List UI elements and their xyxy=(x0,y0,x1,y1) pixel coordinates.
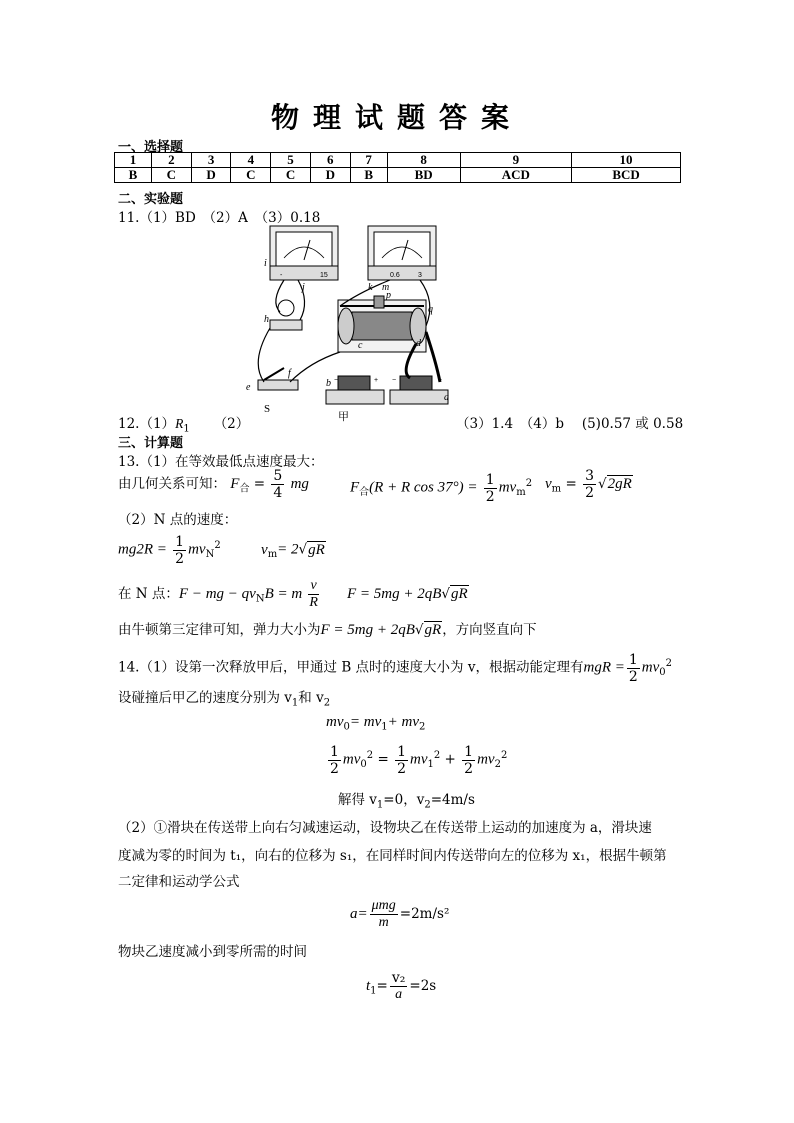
rheostat xyxy=(338,296,426,352)
q13-line6-suffix: ，方向竖直向下 xyxy=(442,622,537,638)
frac-num: μmg xyxy=(371,898,396,913)
frac-num: v₂ xyxy=(391,970,406,986)
section-calculation: 三、计算题 xyxy=(118,436,184,451)
eq-F5b: F = 5mg + 2qB xyxy=(320,622,415,638)
label-c: c xyxy=(358,340,363,351)
frac-num: v xyxy=(310,578,317,593)
eq-he: 合 xyxy=(239,483,250,495)
frac-den: 2 xyxy=(330,760,339,777)
solve-c: =4m/s xyxy=(430,792,475,808)
battery-mark: + xyxy=(438,377,443,384)
label-b: b xyxy=(326,378,331,389)
eq-vN2: = 2 xyxy=(277,541,299,558)
table-cell: 7 xyxy=(350,153,387,168)
q13-line5-prefix: 在 N 点： xyxy=(118,586,179,602)
q12-rest: （3）1.4 （4）b (5)0.57 或 0.58 xyxy=(456,416,684,432)
eq1c: + mv xyxy=(387,714,419,730)
eq-mvm: mv xyxy=(498,479,517,496)
eq-sqrt: 2gR xyxy=(607,476,632,492)
q14-solve: 解得 $v_1=0$，$v_2=4m/s$ xyxy=(338,792,475,811)
frac-3-2 xyxy=(583,468,596,501)
label-q: q xyxy=(428,304,433,315)
eq-mg: mg xyxy=(290,476,309,492)
table-row-answers xyxy=(115,168,681,183)
table-cell: 6 xyxy=(310,153,350,168)
battery-mark: − xyxy=(392,377,397,384)
q13-line2: 由几何关系可知： $F_合$ = $\frac{5}{4}$ mg xyxy=(118,468,309,501)
label-d: d xyxy=(416,338,421,349)
table-cell: 4 xyxy=(231,153,271,168)
table-cell: C xyxy=(271,168,311,183)
solve-b: =0，v xyxy=(383,792,425,808)
eq-mvN: mv xyxy=(188,541,206,558)
label-p: p xyxy=(386,290,391,301)
frac-den: a xyxy=(395,987,403,1002)
table-cell: 10 xyxy=(572,153,681,168)
frac-1-2 xyxy=(173,534,186,567)
q14-p2-line2: 度减为零的时间为 t₁，向右的位移为 s₁，在同样时间内传送带向左的位移为 x₁，根据牛顿第 xyxy=(118,848,667,864)
ammeter xyxy=(368,226,436,280)
q12-r-sub: 1 xyxy=(183,423,190,435)
eq-f: F xyxy=(350,479,360,496)
eq-n2: B = m xyxy=(264,586,303,602)
frac-num: 1 xyxy=(397,743,406,760)
frac-num: 3 xyxy=(585,468,594,484)
table-cell: 2 xyxy=(151,153,191,168)
frac-den: 2 xyxy=(397,760,406,777)
q13-line5: 在 N 点：F − mg − $qv_NB = m$ $\frac{v}{R}$ F = 5mg + 2qB√gR xyxy=(118,578,468,610)
frac-den: R xyxy=(309,595,318,610)
q13-eq-N: mg2R = $\frac{1}{2}$ $mv_N^2$ $v_m= 2√gR$ xyxy=(118,533,325,567)
table-cell: 3 xyxy=(191,153,231,168)
q14-p2-line3: 二定律和运动学公式 xyxy=(118,874,240,890)
label-m: m xyxy=(382,282,390,293)
q12-r: R xyxy=(175,416,184,431)
q14-eq-energy: $\frac{1}{2}$ $mv_0^2$ = $\frac{1}{2}$ $mv_1^2$ + $\frac{1}{2}$ $mv_2^2$ xyxy=(330,743,508,777)
label-j: j xyxy=(302,282,305,293)
table-row-numbers xyxy=(115,153,681,168)
table-cell: C xyxy=(151,168,191,183)
meter-mark: 0.6 xyxy=(390,272,400,279)
frac-1-2 xyxy=(328,744,341,777)
frac-num: 1 xyxy=(330,743,339,760)
meter-mark: 3 xyxy=(418,272,422,279)
label-a: a xyxy=(444,392,449,403)
q14-eq-momentum: $mv_0= mv_1+ mv_2$ xyxy=(326,714,426,733)
table-cell: C xyxy=(231,168,271,183)
table-cell: B xyxy=(115,168,152,183)
eq-mg2R: mg2R = xyxy=(118,541,167,558)
q14-line1: 14.（1）设第一次释放甲后，甲通过 B 点时的速度大小为 v，根据动能定理有mgR = $\frac{1}{2}$ $mv_0^2$ xyxy=(118,651,673,685)
page-title: 物理试题答案 xyxy=(270,101,523,134)
q11-answer: 11.（1）BD （2）A （3）0.18 xyxy=(118,210,321,226)
frac-1-2 xyxy=(484,472,497,505)
q14-t1: $t_1=$ $\frac{\text{v₂}}{a}$ =2s xyxy=(366,970,437,1002)
q13-eq-vm: $v_m$ = $\frac{3}{2}$ √2gR xyxy=(545,468,632,501)
table-cell: B xyxy=(350,168,387,183)
meter-mark: 15 xyxy=(320,272,328,279)
eq-sqrt: gR xyxy=(308,541,325,558)
frac-num: 1 xyxy=(628,651,638,668)
eq1: mv xyxy=(326,714,344,730)
frac-den: m xyxy=(378,915,389,930)
eq-sqrt: gR xyxy=(451,586,468,602)
frac-num: 1 xyxy=(485,471,495,488)
t1-val: =2s xyxy=(409,978,437,994)
lamp xyxy=(270,300,302,330)
eq-cos: (R + R cos 37°) = xyxy=(369,479,478,496)
q13-line2-prefix: 由几何关系可知： xyxy=(118,476,226,492)
q14-acc xyxy=(350,894,449,934)
q14-line2-text: 设碰撞后甲乙的速度分别为 v xyxy=(118,690,292,706)
eq1b: = mv xyxy=(349,714,382,730)
section-choice: 一、选择题 xyxy=(118,140,184,155)
eq-n1: F − mg − qv xyxy=(178,586,256,602)
q14-line2: 设碰撞后甲乙的速度分别为 $v_1$和 $v_2$ xyxy=(118,690,331,709)
eq2: mv xyxy=(342,751,361,768)
q13-line6: 由牛顿第三定律可知，弹力大小为F = 5mg + 2qB√gR，方向竖直向下 xyxy=(118,622,537,638)
eq-F5: F = 5mg + 2qB xyxy=(347,586,442,602)
frac-den: 2 xyxy=(628,668,638,685)
eq-sqrt: gR xyxy=(424,622,442,638)
frac-den: 4 xyxy=(273,485,283,501)
q13-line6-prefix: 由牛顿第三定律可知，弹力大小为 xyxy=(118,622,321,638)
label-jia: 甲 xyxy=(338,410,349,422)
q12-part2: （2） xyxy=(213,416,250,432)
table-cell: ACD xyxy=(460,168,572,183)
label-i: i xyxy=(264,258,267,269)
solve-a: 解得 v xyxy=(338,792,377,808)
label-e: e xyxy=(246,382,251,393)
table-cell: 8 xyxy=(387,153,460,168)
battery-mark: + xyxy=(374,377,379,384)
table-cell: D xyxy=(191,168,231,183)
q13-line1: 13.（1）在等效最低点速度最大： xyxy=(118,454,324,470)
frac-1-2 xyxy=(462,744,475,777)
frac-den: 2 xyxy=(485,488,495,505)
table-cell: 1 xyxy=(115,153,152,168)
frac-vN-R xyxy=(308,578,318,611)
table-cell: BD xyxy=(387,168,460,183)
frac-1-2 xyxy=(395,744,408,777)
acc-a: a= xyxy=(350,906,368,922)
answer-table xyxy=(114,152,681,183)
q13-line3: （2）N 点的速度： xyxy=(118,512,238,528)
frac-den: 2 xyxy=(585,485,594,501)
q14-line1-text: 14.（1）设第一次释放甲后，甲通过 B 点时的速度大小为 v，根据动能定理有 xyxy=(118,659,584,676)
label-h: h xyxy=(264,314,269,325)
meter-mark: - xyxy=(280,272,283,279)
frac-t1 xyxy=(390,970,408,1003)
frac-num: 5 xyxy=(273,468,283,484)
frac-den: 2 xyxy=(175,550,185,567)
q14-p2-line1: （2）①滑块在传送带上向右匀减速运动，设物块乙在传送带上运动的加速度为 a，滑块速 xyxy=(118,820,652,836)
q14-p2-line4: 物块乙速度减小到零所需的时间 xyxy=(118,944,307,960)
battery-mark: − xyxy=(334,377,339,384)
frac-5-4 xyxy=(271,468,284,501)
switch xyxy=(258,368,298,390)
table-cell: 5 xyxy=(271,153,311,168)
label-S: S xyxy=(264,403,271,415)
table-cell: BCD xyxy=(572,168,681,183)
eq-vN: v xyxy=(261,541,268,558)
q14-line2-b: 和 v xyxy=(298,690,324,706)
section-experiment: 二、实验题 xyxy=(118,192,184,207)
frac-num: 1 xyxy=(175,533,185,550)
frac-acc xyxy=(370,898,398,931)
table-cell: 9 xyxy=(460,153,572,168)
table-cell: D xyxy=(310,168,350,183)
frac-num: 1 xyxy=(464,743,474,760)
eq-he: 合 xyxy=(359,487,370,499)
frac-1-2 xyxy=(627,652,640,685)
acc-val: =2m/s² xyxy=(399,906,450,922)
q12-prefix: 12.（1） xyxy=(118,416,176,432)
eq-f: F xyxy=(230,476,240,492)
eq-vm: v xyxy=(545,476,552,492)
frac-den: 2 xyxy=(464,760,474,777)
label-f: f xyxy=(288,368,291,379)
label-k: k xyxy=(368,282,373,293)
q13-eq-energy: $F_合(R + R$ cos 37°) = $\frac{1}{2}$ $mv_m^2$ xyxy=(350,471,533,505)
t1: t xyxy=(366,978,371,994)
eq-mgR: mgR = xyxy=(583,659,625,676)
circuit-figure xyxy=(240,222,470,422)
